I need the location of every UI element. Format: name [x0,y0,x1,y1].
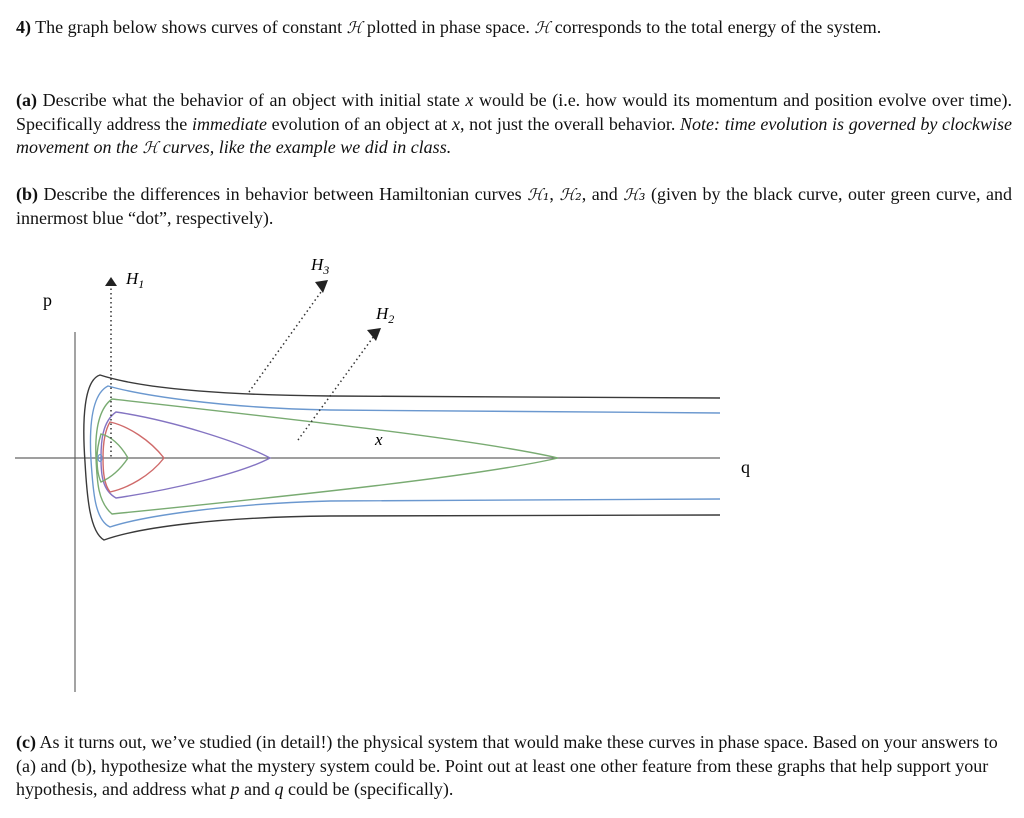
part-b [16,183,1012,230]
h2-label-sub: 2 [388,312,395,326]
q-axis-label: q [741,457,750,477]
h3-symbol: ℋ₃ [623,185,646,204]
part-a-text-1: Describe what the behavior of an object with initial state [37,90,466,110]
part-a-text-2: would be (i.e. how would its momentum and position evolve over time). Specifically address the [16,90,1012,134]
h3-label-sub: 3 [323,263,330,277]
p-axis-label: p [43,290,52,310]
part-c-text-2: and [239,779,275,799]
h2-arrowhead-icon [367,328,381,341]
part-a-text-3: evolution of an object at [266,113,452,134]
h1-label [125,269,144,291]
question-intro [16,16,1012,40]
point-x-label: x [375,430,383,449]
part-a-emphasis: immediate [191,113,267,134]
h3-label-letter: H [311,255,324,274]
intro-text-2: plotted in phase space. [362,17,535,37]
note-text-2: curves, like the example we did in class. [158,137,452,157]
h1-symbol: ℋ₁ [527,185,550,204]
h1-arrowhead-icon [105,277,117,286]
note-label: Note: [680,113,721,134]
part-c [16,731,1016,802]
part-c-text-1: As it turns out, we’ve studied (in detail!) the physical system that would make these curves in phase space. Based on your answers to (a) and (b), hypothesize what the mystery system could be. Point out at least one other feature from these graphs that help support your hypothesis, and address what [16,732,998,799]
question-number: 4) [16,17,31,37]
hamiltonian-symbol: ℋ [142,138,159,157]
h3-arrowhead-icon [315,280,328,293]
h2-label [375,304,394,326]
note-text-1: time evolution is governed by clockwise movement on the [16,113,1012,157]
part-a-label: (a) [16,90,37,110]
part-b-sep-1: , [549,184,560,204]
h1-label-sub: 1 [138,277,145,291]
h3-pointer-line [249,292,321,392]
var-x: x [451,113,460,134]
h2-green-curve [96,399,558,514]
part-b-sep-2: , and [581,184,624,204]
hamiltonian-symbol: ℋ [346,18,363,37]
intro-text-1: The graph below shows curves of constant [31,17,347,37]
part-a [16,89,1012,160]
var-p: p [230,779,240,799]
phase-space-graph [0,240,760,700]
h3-label [310,255,329,277]
part-b-text-1: Describe the differences in behavior between Hamiltonian curves [38,184,528,204]
h1-label-letter: H [126,269,139,288]
part-a-text-4: , not just the overall behavior. [459,113,681,134]
var-q: q [274,779,284,799]
hamiltonian-symbol: ℋ [534,18,551,37]
part-c-label: (c) [16,732,36,752]
h2-label-letter: H [376,304,389,323]
red-curve [103,422,164,492]
h2-symbol: ℋ₂ [559,185,582,204]
part-b-label: (b) [16,184,38,204]
part-b-text-2: (given by the black curve, outer green curve, and innermost blue “dot”, respectively). [16,184,1013,228]
var-x: x [465,90,474,110]
part-c-text-3: could be (specifically). [283,779,454,799]
intro-text-3: corresponds to the total energy of the system. [550,17,882,37]
